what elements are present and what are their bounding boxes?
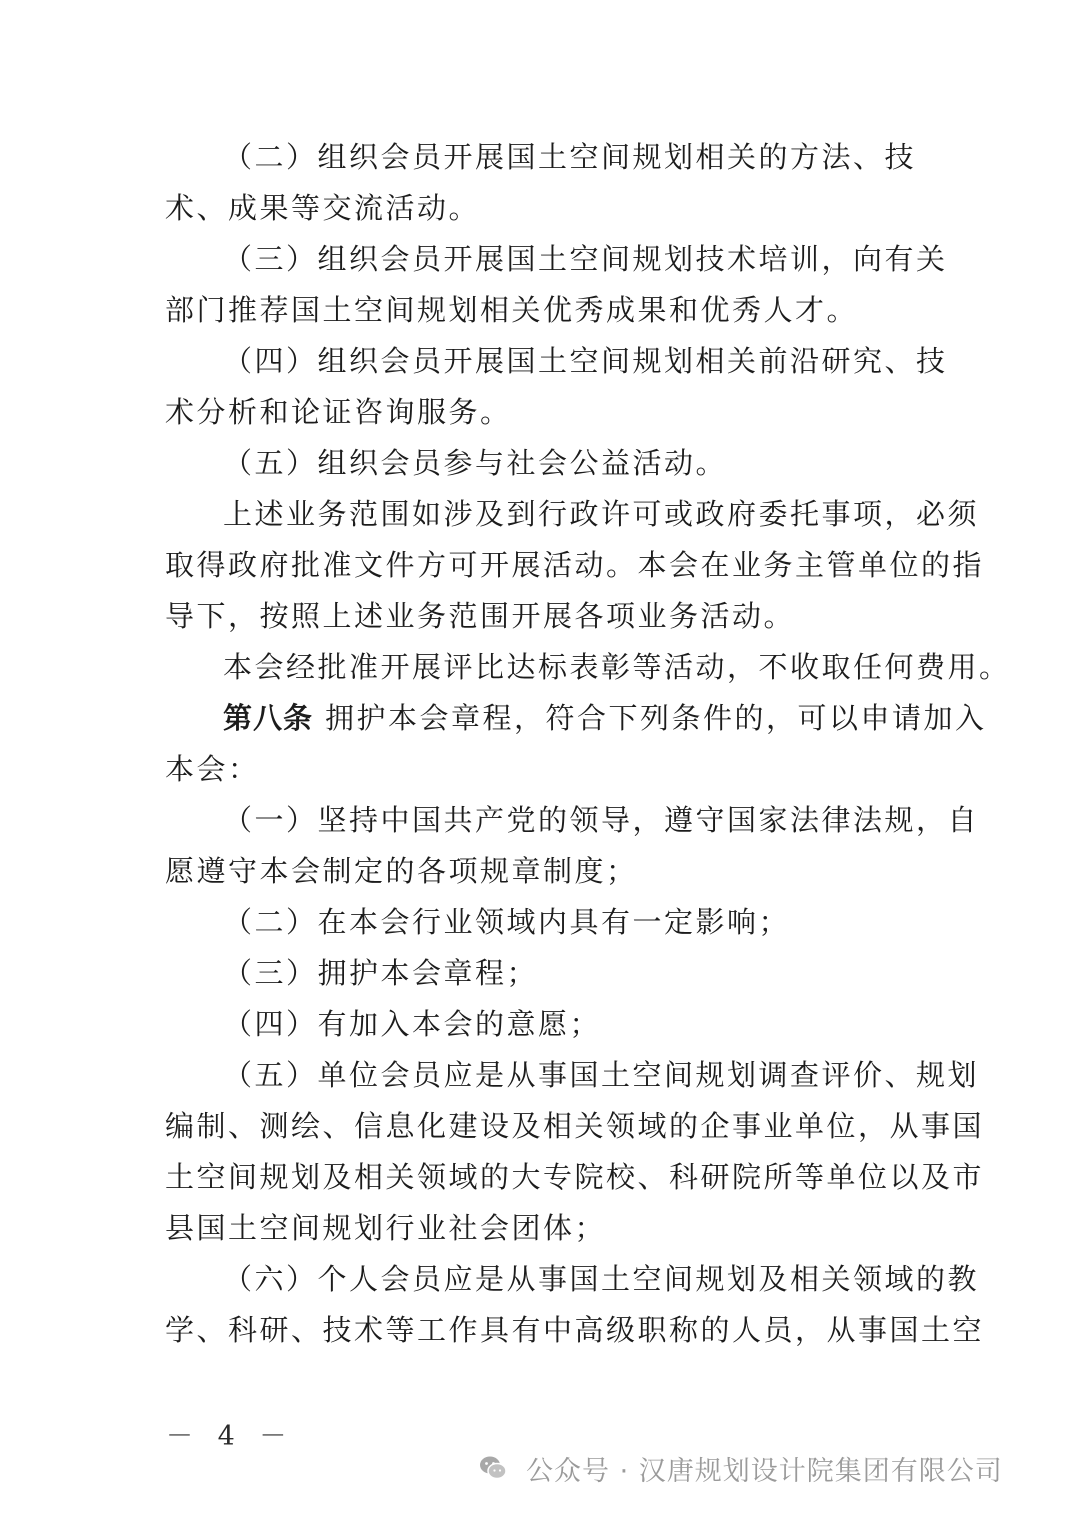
text-line: 术分析和论证咨询服务。	[165, 395, 512, 429]
paragraph	[165, 1254, 985, 1356]
text-line	[165, 693, 987, 744]
paragraph	[165, 438, 925, 489]
text-line: （三）组织会员开展国土空间规划技术培训，向有关	[223, 242, 948, 276]
article-text: 拥护本会章程，符合下列条件的，可以申请加入	[325, 701, 987, 735]
text-line: 取得政府批准文件方可开展活动。本会在业务主管单位的指	[165, 548, 985, 582]
text-line: （六）个人会员应是从事国土空间规划及相关领域的教	[223, 1262, 980, 1296]
paragraph	[165, 489, 985, 642]
text-line: （二）组织会员开展国土空间规划相关的方法、技	[223, 140, 917, 174]
text-line: 术、成果等交流活动。	[165, 191, 481, 225]
text-line: 上述业务范围如涉及到行政许可或政府委托事项，必须	[223, 497, 980, 531]
text-line: 土空间规划及相关领域的大专院校、科研院所等单位以及市	[165, 1160, 985, 1194]
paragraph	[165, 132, 925, 234]
document-body	[165, 132, 1011, 1356]
text-line: （五）组织会员参与社会公益活动。	[223, 446, 728, 480]
text-line: （一）坚持中国共产党的领导，遵守国家法律法规，自	[223, 803, 980, 837]
text-line: 部门推荐国土空间规划相关优秀成果和优秀人才。	[165, 293, 859, 327]
paragraph	[165, 234, 948, 336]
text-line: （二）在本会行业领域内具有一定影响；	[223, 905, 791, 939]
text-line: 编制、测绘、信息化建设及相关领域的企事业单位，从事国	[165, 1109, 985, 1143]
text-line: 导下，按照上述业务范围开展各项业务活动。	[165, 599, 796, 633]
wechat-watermark	[478, 1448, 1003, 1488]
paragraph	[165, 1050, 985, 1254]
paragraph	[165, 948, 925, 999]
paragraph	[165, 642, 1011, 693]
text-line: 本会：	[165, 752, 260, 786]
page-number: － 4 －	[166, 1421, 295, 1452]
article-eight-paragraph	[165, 693, 987, 795]
text-line: 学、科研、技术等工作具有中高级职称的人员，从事国土空	[165, 1313, 985, 1347]
paragraph	[165, 897, 925, 948]
text-line: （三）拥护本会章程；	[223, 956, 539, 990]
paragraph	[165, 795, 980, 897]
text-line: 本会经批准开展评比达标表彰等活动，不收取任何费用。	[223, 650, 1011, 684]
text-line: （四）组织会员开展国土空间规划相关前沿研究、技	[223, 344, 948, 378]
watermark-text: 公众号 · 汉唐规划设计院集团有限公司	[526, 1455, 1003, 1487]
text-line: 县国土空间规划行业社会团体；	[165, 1211, 607, 1245]
article-heading: 第八条	[223, 701, 314, 735]
paragraph	[165, 999, 925, 1050]
text-line: （四）有加入本会的意愿；	[223, 1007, 602, 1041]
wechat-icon	[478, 1453, 508, 1483]
text-line: 愿遵守本会制定的各项规章制度；	[165, 854, 638, 888]
paragraph	[165, 336, 948, 438]
text-line: （五）单位会员应是从事国土空间规划调查评价、规划	[223, 1058, 980, 1092]
